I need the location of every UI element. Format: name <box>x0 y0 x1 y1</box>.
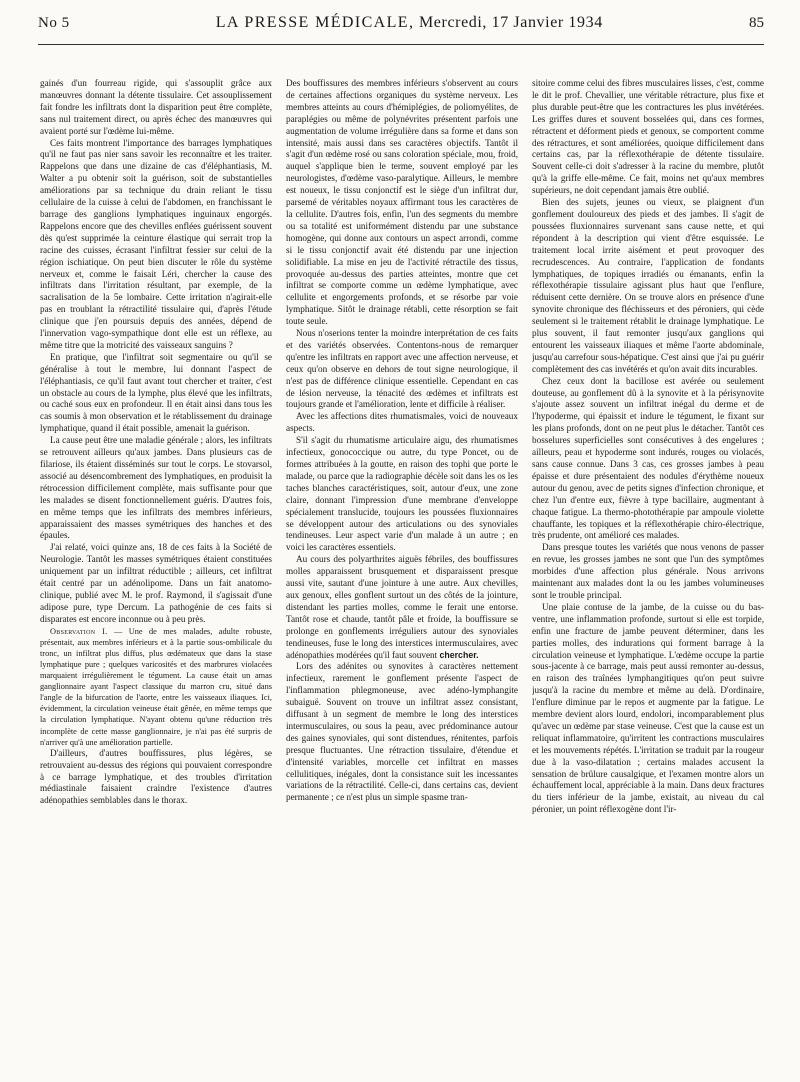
paragraph-text: sitoire comme celui des fibres musculaires lisses, c'est, comme le dit le prof. Chevallier, une véritable rétracture, plus fixe et plus durable peut-être que les contractures les plus invétérées. Les griffes dures et souvent bosselées qui, dans ces formes, rétractent et déforment pieds et genoux, se comportent comme des rétractures, et sont améliorées, quoique difficilement dans certains cas, par la réflexothérapie de détente tissulaire. Souvent celle-ci doit s'adresser à la racine du membre, plutôt qu'à la griffe elle-même. Ce fait, moins net qu'aux membres supérieurs, ne doit cependant jamais être oublié. <box>532 78 764 196</box>
journal-title: LA PRESSE MÉDICALE, <box>215 14 415 31</box>
paragraph-text: Une plaie contuse de la jambe, de la cuisse ou du bas-ventre, une inflammation profonde, surtout si elle est torpide, enfin une fracture de jambe peuvent déterminer, dans les parties molles, des indurations qui forment barrage à la circulation veineuse et lymphatique. L'œdème occupe la partie sous-jacente à ce barrage, mais peut aussi remonter au-dessus, en raison des traînées lymphangitiques qu'on peut suivre jusqu'à la racine du membre et même au delà. D'ordinaire, l'enflure diminue par le repos et augmente par la fatigue. Le membre devient alors lourd, endolori, incomparablement plus qu'avec un œdème par stase veineuse. C'est que la cause est un reliquat inflammatoire, qu'irritent les contractions musculaires et les mouvements répétés. L'irritation se traduit par la rougeur due à la vaso-dilatation ; certains malades accusent la sensation de brûlure causalgique, et l'examen montre alors un échauffement local, appréciable à la main. Dans deux fractures du tiers inférieur de la jambe, existait, au niveau du cal péronier, un point réflexogène dont l'ir- <box>532 601 764 815</box>
paragraph-text: Ces faits montrent l'importance des barrages lymphatiques qu'il ne faut pas nier sans savoir les reconnaître et les traiter. Rappelons que dans une dizaine de cas d'éléphantiasis, M. Walter a pu obtenir soit la guérison, soit de substantielles améliorations par sa technique du drain reliant le tissu cellulaire de la cuisse à celui de l'abdomen, en franchissant le barrage des ganglions lymphatiques inguinaux engorgés. Rappelons encore que des chevilles enflées guérissent souvent dès qu'est supprimée la ceinture élastique qui serrait trop la racine des cuisses, écrasant l'infiltrat fessier sur celui de la région ischiatique. On peut bien discuter le rôle du système nerveux et, comme le faisait Léri, chercher la cause des infiltrats dans l'irritation résultant, par exemple, de la sacralisation de la 5e lombaire. Cette irritation n'agirait-elle pas en troublant la rétractilité tissulaire qui, d'après l'étude clinique que j'en poursuis depuis des années, dépend de l'innervation vago-sympathique dont elle est un réflexe, au même titre que la motricité des vaisseaux sanguins ? <box>40 137 272 350</box>
paragraph-text: Bien des sujets, jeunes ou vieux, se plaignent d'un gonflement douloureux des pieds et des jambes. Il s'agit de poussées fluxionnaires survenant sans cause nette, et qui répondent à la description qui vient d'être esquissée. Le traitement local irrite aisément et peut provoquer des recrudescences. Au contraire, l'application de fondants lymphatiques, de topiques irradiés ou émanants, enfin la réflexothérapie tissulaire agissant plus haut que l'enflure, réduisent cette dernière. On se trouve alors en présence d'une synovite chronique des fléchisseurs et des péroniers, qui cède seulement si le traitement rétablit le drainage lymphatique. Le plus souvent, il faut remonter jusqu'aux ganglions qui entourent les vaisseaux iliaques et même l'aorte abdominale, jusqu'au carrefour sous-hépatique. C'est ainsi que j'ai pu guérir complètement des cas invétérés et qu'on avait dits incurables. <box>532 197 764 374</box>
paragraph <box>286 661 518 804</box>
text-column-1 <box>40 78 272 1068</box>
text-column-3 <box>532 78 764 1068</box>
paragraph-text: La cause peut être une maladie générale ; alors, les infiltrats se retrouvent ailleurs qu'aux jambes. Dans plusieurs cas de filariose, ils étaient disséminés sur tout le corps. Le stovarsol, associé au désencombrement des lymphatiques, en produisit la rétrocession difficilement complète, mais suffisante pour que les malades se disent fonctionnellement guéris. D'autres fois, en même temps que les infiltrats des membres inférieurs, apparaissaient des masses symétriques des hanches et des épaules. <box>40 435 272 541</box>
paragraph-text: D'ailleurs, d'autres bouffissures, plus légères, se retrouvaient au-dessus des régions qui pouvaient correspondre à ce barrage lymphatique, et des troubles d'irritation médiastinale faisaient craindre l'existence d'autres adénopathies semblables dans le thorax. <box>40 747 272 806</box>
paragraph <box>286 78 518 328</box>
paragraph-text: Au cours des polyarthrites aiguës fébriles, des bouffissures molles apparaissent brusquement et disparaissent presque aussi vite, sautant d'une jointure à une autre. Aux chevilles, aux genoux, elles gonflent surtout un des côtés de la jointure, distendant les parties molles, comme le ferait une entorse. Tantôt rose et chaude, tantôt pâle et froide, la bouffissure se prolonge en gonflements irréguliers autour des synoviales tendineuses, fuse le long des interstices intermusculaires, avec adénopathies modérées qu'il faut souvent <box>286 554 518 660</box>
paragraph <box>286 411 518 435</box>
paragraph-text: Avec les affections dites rhumatismales, voici de nouveaux aspects. <box>286 411 518 434</box>
paragraph <box>532 542 764 602</box>
paragraph <box>40 138 272 352</box>
paragraph <box>286 554 518 661</box>
paragraph-text: S'il s'agit du rhumatisme articulaire aigu, des rhumatismes infectieux, gonococcique ou autre, du type Poncet, ou de formes attribuées à la goutte, en raison des tophi que porte le malade, ou parce que la radiographie décèle soit dans les os les taches blanches caractéristiques, soit, autour d'eux, une zone claire, donnant l'impression d'une membrane d'enveloppe spécialement translucide, toujours les poussées fluxionnaires se développent autour des articulations ou des synoviales tendineuses. Leur aspect varie d'un malade à un autre ; en voici les caractères essentiels. <box>286 435 518 553</box>
issue-date: Mercredi, 17 Janvier 1934 <box>418 14 603 31</box>
highlighted-word: chercher. <box>439 649 479 660</box>
paragraph-text: gainés d'un fourreau rigide, qui s'assouplit grâce aux manœuvres donnant la détente tissulaire. Cet assouplissement fait fondre les infiltrats dont la disparition peut être complète, sans nul traitement direct, ou après échec des manœuvres qui avaient porté sur l'œdème lui-même. <box>40 78 272 136</box>
observation-heading: Observation I. <box>50 626 108 636</box>
paragraph <box>286 435 518 554</box>
paragraph-text: Chez ceux dont la bacillose est avérée ou seulement douteuse, au gonflement dû à la synovite et à la périsynovite s'ajoute assez souvent un infiltrat inégal du derme et de l'hypoderme, qui épaissit et indure le tégument, le fixant sur les plans profonds, dont on ne peut plus le détacher. Tantôt ces bosselures superficielles sont consécutives à des engelures ; ailleurs, peau et hypoderme sont indurés, rouges ou violacés, sans cause connue. Dans 3 cas, ces grosses jambes à peau épaisse et dure présentaient des nodules d'érythème noueux autour du genou, avec de petits signes d'infection chronique, et chez l'un d'entre eux, fièvre à type bacillaire, augmentant à chaque fatigue. La thermo-photothérapie par ampoule violette chauffante, les topiques et la réflexothérapie chiro-électrique, très prudente, ont amélioré ces malades. <box>532 375 764 541</box>
article-body <box>40 78 764 1072</box>
paragraph <box>532 78 764 197</box>
paragraph <box>532 197 764 376</box>
paragraph-text: Dans presque toutes les variétés que nous venons de passer en revue, les grosses jambes ne sont que l'un des symptômes morbides d'une affection plus générale. Nous arrivons maintenant aux malades dont la ou les jambes volumineuses sont le trouble principal. <box>532 542 764 600</box>
paragraph-text: Nous n'oserions tenter la moindre interprétation de ces faits et des variétés observées. Contentons-nous de remarquer qu'entre les infiltrats en rapport avec une affection nerveuse, et ceux qu'on observe en dehors de tout signe neurologique, il n'est pas de différence clinique essentielle. Cependant en cas de lésion nerveuse, la ténacité des œdèmes et infiltrats est toujours grande et l'amélioration, lente et difficile à réaliser. <box>286 328 518 410</box>
paragraph-text: J'ai relaté, voici quinze ans, 18 de ces faits à la Société de Neurologie. Tantôt les masses symétriques étaient constituées uniquement par un infiltrat réductible ; ailleurs, cet infiltrat était centré par un adénolipome. Dans un fait anatomo-clinique, publié avec M. le prof. Raymond, il s'agissait d'une adipose pure, type Dercum. La pathogénie de ces faits si disparates est encore inconnue ou à peu près. <box>40 542 272 624</box>
paragraph-text: En pratique, que l'infiltrat soit segmentaire ou qu'il se généralise à tout le membre, lui donnant l'aspect de l'éléphantiasis, ce qu'il faut avant tout chercher et traiter, c'est un obstacle au cours de la lymphe, plus élevé que les infiltrats, ou caché sous eux en profondeur. Il en était ainsi dans tous les cas soumis à mon observation et le rétablissement du drainage lymphatique, quand il était possible, amenait la guérison. <box>40 351 272 434</box>
paragraph <box>532 376 764 543</box>
paragraph <box>40 78 272 138</box>
page-header <box>38 14 764 45</box>
paragraph-text: Des bouffissures des membres inférieurs s'observent au cours de certaines affections organiques du système nerveux. Les membres atteints au cours d'hémiplégies, de poliomyélites, de paraplégies ou même de polynévrites présentent parfois une augmentation de volume irrégulière dans sa forme et dans son intensité, mais aussi dans ses caractères objectifs. Tantôt il s'agit d'un œdème rosé ou sans coloration spéciale, mou, froid, auquel s'applique bien le terme, souvent employé par les neurologistes, d'œdème vaso-paralytique. Ailleurs, le membre est noueux, le tissu conjonctif est le siège d'un infiltrat dur, parsemé de véritables noyaux affirmant tous les caractères de la cellulite. D'autres fois, enfin, l'un des segments du membre ou sa totalité est uniformément distendu par une substance homogène, qui donne aux contours un aspect arrondi, comme si le tissu conjonctif avait été distendu par une injection solidifiable. La mise en jeu de l'activité rétractile des tissus, provoquée au-dessus des parties atteintes, montre que cet infiltrat se comporte comme un œdème lymphatique, avec cellulite et engorgements profonds, et se résorbe par voie lymphatique. Sitôt le drainage rétabli, cette résorption se fait toute seule. <box>286 78 518 327</box>
paragraph <box>40 542 272 625</box>
paragraph-text: — Une de mes malades, adulte robuste, présentait, aux membres inférieurs et à la partie sous-ombilicale du tronc, un infiltrat plus diffus, plus œdémateux que dans la stase lymphatique pure ; quelques varicosités et des marbrures violacées marquaient irrégulièrement le tégument. La cause était un amas ganglionnaire ayant l'aspect classique du marron cru, situé dans l'angle de la bifurcation de l'aorte, entre les vaisseaux iliaques. Ici, évidemment, la circulation veineuse était gênée, en même temps que la circulation lymphatique. N'ayant obtenu qu'une réduction très incomplète de cette masse ganglionnaire, je n'ai pas été surpris de n'arriver qu'à une amélioration partielle. <box>40 626 272 747</box>
masthead <box>216 14 603 32</box>
page-number: 85 <box>748 15 764 31</box>
text-column-2 <box>286 78 518 1068</box>
paragraph <box>40 748 272 808</box>
paragraph <box>40 352 272 435</box>
issue-number: No 5 <box>38 15 70 31</box>
paragraph <box>532 602 764 816</box>
paragraph <box>40 626 272 748</box>
paragraph <box>286 328 518 411</box>
paragraph <box>40 435 272 542</box>
paragraph-text: Lors des adénites ou synovites à caractères nettement infectieux, rarement le gonflement présente l'aspect de l'inflammation phlegmoneuse, avec adéno-lymphangite subaiguë. Souvent on trouve un infiltrat assez consistant, diffusant à un segment de membre le long des interstices intermusculaires, ou sous la peau, avec prédominance autour des gaines synoviales, qui sont distendues, rénitentes, parfois presque fluctuantes. Une rétraction tissulaire, d'étendue et d'intensité variables, morcelle cet infiltrat en masses cellulitiques, inégales, dont la consistance suit les incessantes variations de la rétractilité. Celle-ci, dans certains cas, devient permanente ; ce n'est plus un simple spasme tran- <box>286 661 518 803</box>
